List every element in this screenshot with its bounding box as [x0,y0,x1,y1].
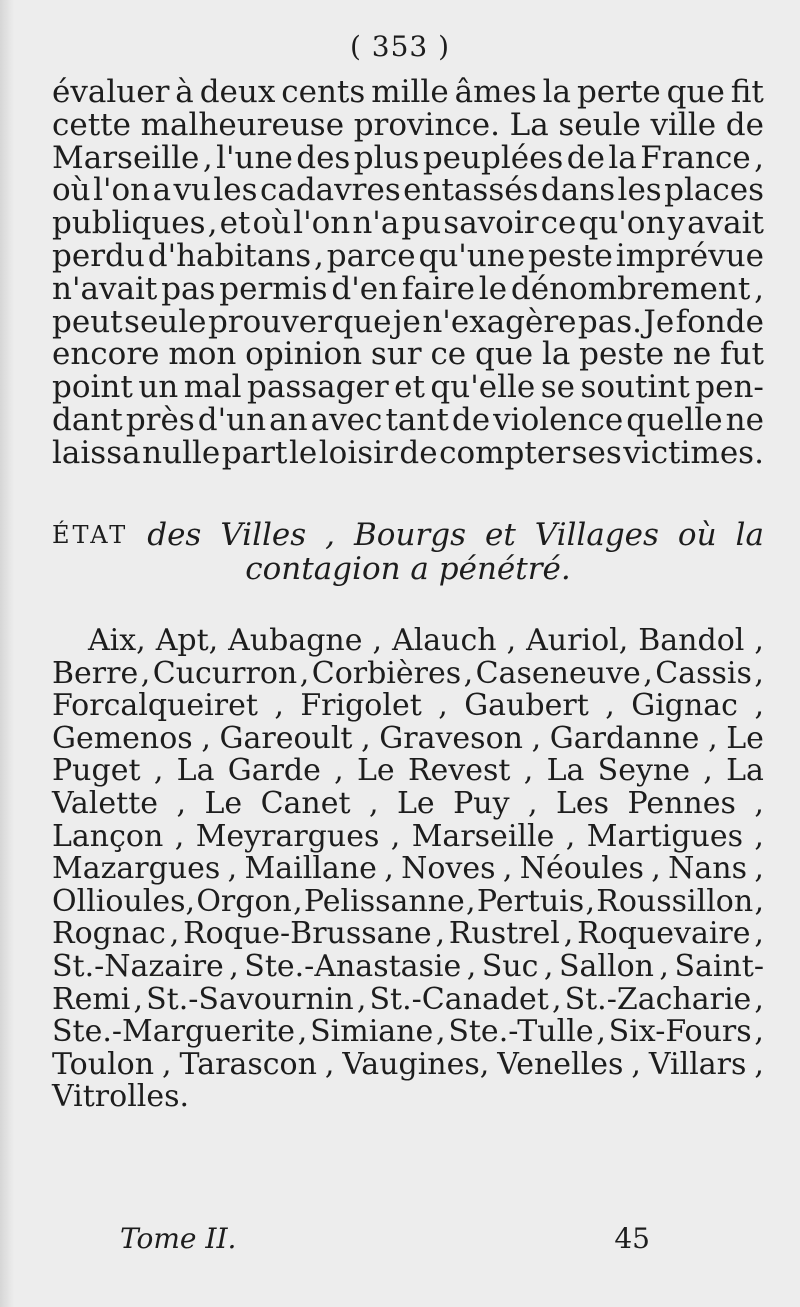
word: a [152,172,172,209]
word: , [207,205,218,242]
word: avait [687,205,764,242]
word: Graveson [379,720,523,756]
word: dans [540,172,616,209]
word: , [754,785,764,821]
word: , [551,981,562,1017]
word: , [153,753,164,789]
word: , [523,753,534,789]
word: entassés [403,172,539,209]
word: de [566,139,605,176]
word: Néoules [519,851,644,887]
word: tant [385,401,449,438]
word: avec [310,401,383,438]
word: , [563,916,574,952]
word: ne [725,401,764,438]
word: , [506,623,517,658]
word: de [451,401,491,438]
word: Le [396,785,435,821]
word: violence [493,401,624,438]
word: n'avait [52,270,158,307]
word: Gardanne [549,720,700,756]
word: quelle [626,401,723,438]
word: pu [401,205,442,242]
word: Les [555,785,610,821]
word: le [288,434,318,471]
word: des [147,517,202,553]
word: , [299,655,310,691]
word: , [605,688,615,724]
word: mal [183,369,242,406]
word: imprévue [615,237,764,274]
text-line [52,207,764,240]
text-line [52,853,764,886]
word: Saint- [674,948,764,984]
word: , [643,655,653,691]
word: près [125,401,195,438]
word: Le [726,720,764,756]
word: La [546,753,585,789]
word: pen- [695,369,764,406]
word: , [754,270,764,307]
word: où [52,172,91,209]
word: mon [168,336,237,373]
word: l'on [293,205,351,242]
word: Sallon [558,948,654,984]
word: Cassis [655,655,752,691]
text-line [52,76,764,109]
word: ÉTAT [52,521,129,549]
word: victimes. [623,434,764,471]
word: , [754,688,764,724]
word: , [754,623,764,658]
word: parce [326,237,416,274]
word: Villars [648,1046,747,1082]
word: province. [353,106,500,143]
word: , [227,851,238,887]
text-line [52,981,764,1017]
word: que [333,303,392,340]
text-line [52,270,764,307]
text-line [52,918,764,951]
text-line [52,690,764,723]
word: Cucurron [152,655,298,691]
word: St.-Savournin [146,981,354,1017]
word: qu'une [418,237,526,274]
word: Gignac [631,688,738,724]
word: cette [52,106,131,143]
word: , [754,851,764,887]
word: , [754,818,764,854]
text-line [52,625,764,658]
word: France [640,139,751,176]
word: ce [430,336,467,373]
word: , [438,688,448,724]
word: Aubagne [228,623,363,658]
word: peste [579,336,665,373]
word: , [140,655,151,691]
word: Villes [220,517,307,553]
text-line [52,371,764,404]
word: Garde [227,753,321,789]
word: an [269,401,308,438]
word: l'on [93,172,151,209]
word: , [361,720,371,756]
word: , [754,981,764,1017]
word: , [162,1046,172,1082]
word: , [543,948,554,984]
text-line [52,174,764,207]
word: prouver [207,303,332,340]
word: , [297,1014,308,1050]
text-line [52,785,764,821]
text-line [52,720,764,756]
word: , [229,948,239,984]
word: Orgon [196,883,292,919]
word: Roquevaire [577,916,751,952]
word: , [133,981,144,1017]
word: , [274,688,284,724]
word: Le [204,785,243,821]
word: fut [720,336,764,373]
word: Rustrel [448,916,560,952]
text-line [52,237,764,274]
word: seule [124,303,207,340]
word: des [296,139,351,176]
word: Revest [407,753,511,789]
word: Seyne [597,753,691,789]
word: , [314,237,324,274]
word: , [368,785,379,821]
word: Gaubert [464,688,589,724]
word: les [617,172,662,209]
word: Caseneuve [475,655,641,691]
word: de [725,106,764,143]
text-line [52,303,764,340]
word: Ste.-Marguerite [52,1014,296,1050]
word: dénombrement [510,270,751,307]
word: Toulon [52,1046,155,1082]
word: Pertuis [476,883,585,919]
word: Marseille [52,139,200,176]
word: , [176,785,186,821]
word: Le [357,753,395,789]
word: , [436,1014,446,1050]
word: La [509,106,549,143]
word: se [540,369,575,406]
word: Bourgs [354,517,466,553]
text-line [52,139,764,176]
word: , [390,818,401,854]
word: Remi [52,981,131,1017]
word: , [531,720,542,756]
text-line [52,1046,764,1082]
word: l'une [216,139,293,176]
word: perdu [52,237,145,274]
word: , [528,785,538,821]
word: que [474,336,534,373]
word: Martigues [586,818,743,854]
text-line [52,883,764,919]
word: dant [52,401,123,438]
text-line [52,106,764,143]
word: seule [558,106,641,143]
word: évaluer [52,74,170,110]
word: où [252,205,292,242]
word: , [565,818,576,854]
word: , [466,883,476,919]
word: de [399,434,438,471]
signature-number: 45 [614,1222,650,1255]
word: , [596,1014,606,1050]
word: St.-Nazaire [52,948,224,984]
word: Suc [481,948,539,984]
word: les [213,172,258,209]
text-line [52,434,764,471]
word: , [466,948,477,984]
word: , [651,851,661,887]
word: perte [576,74,661,110]
word: , [754,1014,764,1050]
word: Nans [668,851,748,887]
word: Meyrargues [195,818,380,854]
word: Puget [52,753,141,789]
word: loisir [318,434,398,471]
word: Forcalqueiret [52,688,258,724]
word: , [356,981,367,1017]
word: , [754,1046,764,1082]
text-line [52,818,764,854]
word: ne [672,336,712,373]
word: laissa [52,434,141,471]
word: , [169,916,180,952]
word: Maillane [244,851,377,887]
word: Villages [534,517,659,553]
word: Venelles [497,1046,624,1082]
word: à [175,74,194,110]
word: la [735,517,764,553]
word: Bandol [638,623,745,658]
word: sur [370,336,422,373]
word: Canet [260,785,351,821]
word: Vaugines, [342,1046,490,1082]
word: fit [730,74,764,110]
text-line [52,1081,764,1114]
word: Simiane [310,1014,434,1050]
word: pas. [577,303,642,340]
word: , [631,1046,641,1082]
word: , [659,948,669,984]
word: , [754,655,764,691]
word: Auriol, [526,623,629,658]
word: que [666,74,725,110]
word: mille [371,74,449,110]
body-paragraph [52,76,764,470]
word: , [502,851,513,887]
word: Ollioules, [52,883,196,919]
word: , [372,623,383,658]
word: plus [353,139,420,176]
word: Frigolet [300,688,422,724]
word: , [325,517,336,553]
word: qu'on [578,205,666,242]
word: encore [52,336,160,373]
word: cents [281,74,366,110]
word: où [677,517,717,553]
word: y [667,205,686,242]
word: et [394,369,425,406]
section-title-line-1 [52,518,764,552]
word: Corbières [311,655,462,691]
word: malheureuse [140,106,345,143]
word: n'exagère [422,303,577,340]
word: Aix, [88,623,146,658]
towns-list [52,625,764,1114]
word: , [703,753,713,789]
word: Six-Fours [608,1014,752,1050]
word: places [664,172,764,209]
word: St.-Canadet [369,981,549,1017]
text-line [52,401,764,438]
word: , [754,916,764,952]
word: soutint [580,369,690,406]
word: , [463,655,474,691]
word: , [435,916,445,952]
word: ville [650,106,717,143]
word: , [585,883,595,919]
word: d'un [197,401,267,438]
word: Mazargues [52,851,221,887]
word: n'a [352,205,400,242]
word: peut [52,303,123,340]
word: le [478,270,508,307]
word: faire [401,270,475,307]
word: la [608,139,637,176]
page-footer [120,1222,650,1255]
word: vu [173,172,211,209]
word: Berre [52,655,139,691]
word: d'habitans [147,237,312,274]
page-number-header: ( 353 ) [349,30,451,63]
word: et [484,517,516,553]
word: Noves [401,851,496,887]
word: un [138,369,179,406]
word: Roussillon [596,883,754,919]
word: , [334,753,344,789]
word: peste [528,237,613,274]
word: , [754,883,764,919]
word: St.-Zacharie [564,981,752,1017]
word: , [384,851,394,887]
word: qu'elle [430,369,536,406]
word: deux [199,74,276,110]
word: Gemenos [52,720,193,756]
word: part [221,434,288,471]
word: Gareoult [219,720,353,756]
word: Ste.-Tulle [448,1014,594,1050]
word: peuplées [422,139,564,176]
section-title [52,518,764,586]
word: Rognac [52,916,166,952]
word: ses [571,434,622,471]
word: Apt, [155,623,219,658]
word: La [176,753,215,789]
text-line [52,655,764,691]
word: opinion [245,336,363,373]
word: , [202,139,213,176]
word: Vitrolles. [52,1079,190,1115]
word: , [754,139,764,176]
word: fonde [675,303,764,340]
word: cadavres [259,172,401,209]
word: Je [643,303,675,340]
word: je [392,303,421,340]
text-line [52,948,764,984]
word: point [52,369,133,406]
word: permis [219,270,328,307]
word: Marseille [411,818,555,854]
word: Pelissanne [303,883,465,919]
word: , [324,1046,335,1082]
text-line [52,1016,764,1049]
volume-signature: Tome II. [120,1222,237,1255]
word: d'en [331,270,399,307]
text-line [52,338,764,371]
word: ce [540,205,577,242]
word: Roque-Brussane [183,916,432,952]
word: publiques [52,205,206,242]
word: Tarascon [179,1046,317,1082]
word: Ste.-Anastasie [244,948,462,984]
text-line [52,755,764,788]
word: la [541,336,571,373]
word: compter [439,434,571,471]
word: , [174,818,185,854]
word: , [293,883,303,919]
word: , [708,720,718,756]
word: savoir [443,205,539,242]
word: la [542,74,572,110]
word: âmes [454,74,537,110]
word: pas [161,270,216,307]
word: passager [247,369,389,406]
word: Puy [453,785,510,821]
word: Valette [52,785,159,821]
word: nulle [142,434,221,471]
word: , [201,720,211,756]
word: Alauch [392,623,497,658]
word: et [219,205,251,242]
section-title-line-2: contagion a pénétré. [245,551,571,587]
word: Lançon [52,818,164,854]
word: Pennes [627,785,736,821]
word: La [726,753,764,789]
